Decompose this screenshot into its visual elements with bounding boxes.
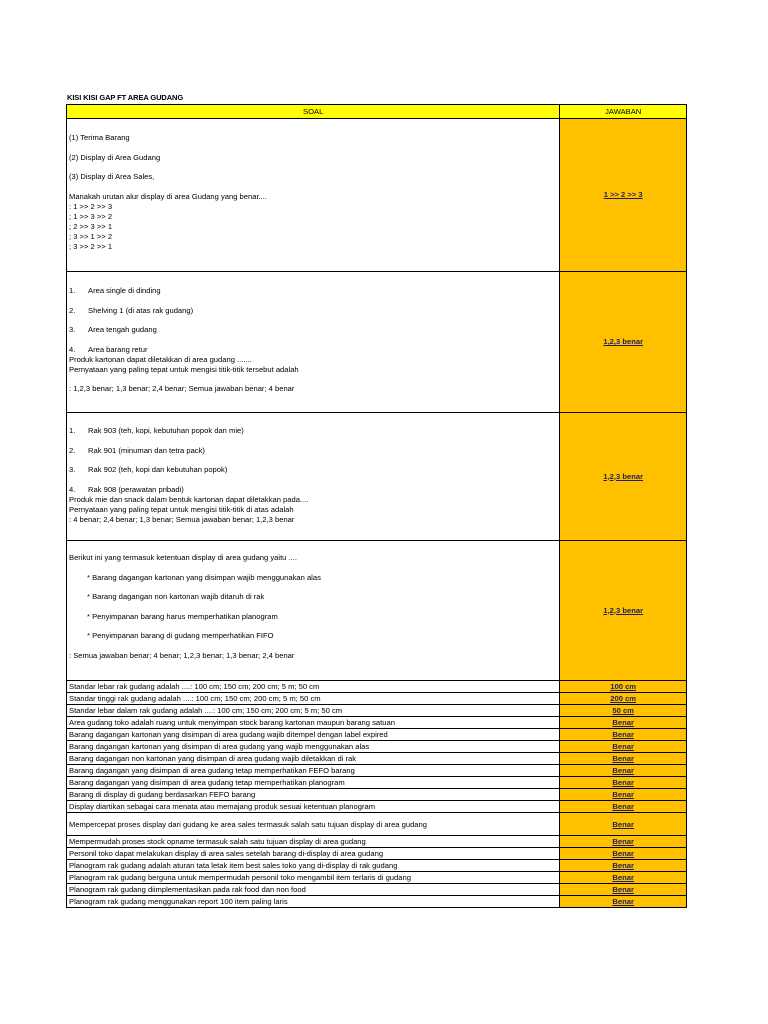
answer-cell: Benar	[560, 741, 687, 753]
answer-cell: 1,2,3 benar	[560, 272, 687, 413]
table-row	[67, 789, 687, 801]
table-row	[67, 777, 687, 789]
answer-cell: Benar	[560, 777, 687, 789]
answer-cell: 1,2,3 benar	[560, 541, 687, 681]
table-row	[67, 896, 687, 908]
option-line: : 1 >> 2 >> 3	[69, 201, 113, 211]
item-line: (1) Terima Barang	[69, 133, 130, 142]
table-row	[67, 729, 687, 741]
answer-cell: 1 >> 2 >> 3	[560, 119, 687, 272]
header-soal: SOAL	[67, 105, 560, 119]
item-line: * Barang dagangan kartonan yang disimpan wajib menggunakan alas	[87, 572, 321, 582]
question-cell: Barang dagangan kartonan yang disimpan di area gudang yang wajib menggunakan alas	[67, 741, 560, 753]
question-cell: Standar lebar rak gudang adalah ....: 100 cm; 150 cm; 200 cm; 5 m; 50 cm	[67, 681, 560, 693]
question-table	[66, 104, 687, 908]
question-cell	[67, 272, 560, 413]
answer-cell: Benar	[560, 872, 687, 884]
answer-cell: Benar	[560, 801, 687, 813]
header-jawaban: JAWABAN	[560, 105, 687, 119]
question-cell	[67, 413, 560, 541]
item-line: 2. Shelving 1 (di atas rak gudang)	[69, 305, 194, 315]
table-row	[67, 753, 687, 765]
item-line: (3) Display di Area Sales,	[69, 172, 155, 182]
item-line: (2) Display di Area Gudang	[69, 152, 161, 162]
question-cell: Standar lebar dalam rak gudang adalah ....: 100 cm; 150 cm; 200 cm; 5 m; 50 cm	[67, 705, 560, 717]
answer-cell: Benar	[560, 860, 687, 872]
item-line: 4. Rak 908 (perawatan pribadi)	[69, 484, 184, 494]
option-line: ; 1 >> 3 >> 2	[69, 211, 113, 221]
question-cell: Barang dagangan yang disimpan di area gudang tetap memperhatikan planogram	[67, 777, 560, 789]
answer-cell: Benar	[560, 765, 687, 777]
table-row	[67, 681, 687, 693]
question-text: Pernyataan yang paling tepat untuk mengisi titik-titik tersebut adalah	[69, 364, 299, 374]
answer-cell: 50 cm	[560, 705, 687, 717]
question-cell: Standar tinggi rak gudang adalah ....: 100 cm; 150 cm; 200 cm; 5 m; 50 cm	[67, 693, 560, 705]
question-cell: Planogram rak gudang berguna untuk mempermudah personil toko mengambil item terlaris di gudang	[67, 872, 560, 884]
answer-cell: Benar	[560, 896, 687, 908]
question-cell: Display diartikan sebagai cara menata atau memajang produk sesuai ketentuan planogram	[67, 801, 560, 813]
header-row	[67, 105, 687, 119]
simple-question-rows	[67, 681, 687, 908]
table-row	[67, 836, 687, 848]
question-text: Pernyataan yang paling tepat untuk mengisi titik-titik di atas adalah	[69, 504, 294, 514]
table-row	[67, 741, 687, 753]
option-line: ; 2 >> 3 >> 1	[69, 221, 113, 231]
answer-cell: Benar	[560, 836, 687, 848]
document-title: KISI KISI GAP FT AREA GUDANG	[67, 93, 184, 102]
table-row	[67, 860, 687, 872]
question-cell: Planogram rak gudang adalah aturan tata letak item best sales toko yang di-display di rak gudang	[67, 860, 560, 872]
question-cell: Barang dagangan yang disimpan di area gudang tetap memperhatikan FEFO barang	[67, 765, 560, 777]
option-line: : 1,2,3 benar; 1,3 benar; 2,4 benar; Semua jawaban benar; 4 benar	[69, 384, 295, 394]
question-text: Berikut ini yang termasuk ketentuan display di area gudang yaitu ....	[69, 553, 297, 562]
answer-cell: Benar	[560, 813, 687, 836]
item-line: 1. Rak 903 (teh, kopi, kebutuhan popok dan mie)	[69, 426, 244, 435]
question-text: Produk mie dan snack dalam bentuk kartonan dapat diletakkan pada....	[69, 494, 309, 504]
question-cell: Mempermudah proses stock opname termasuk salah satu tujuan display di area gudang	[67, 836, 560, 848]
question-cell: Barang dagangan kartonan yang disimpan di area gudang wajib ditempel dengan label expired	[67, 729, 560, 741]
item-line: 1. Area single di dinding	[69, 286, 161, 295]
answer-cell: Benar	[560, 789, 687, 801]
answer-cell: Benar	[560, 753, 687, 765]
question-block-4	[67, 541, 687, 681]
item-line: * Penyimpanan barang harus memperhatikan planogram	[87, 611, 278, 621]
table-row	[67, 717, 687, 729]
question-text: Manakah urutan alur display di area Gudang yang benar....	[69, 191, 267, 201]
option-line: : Semua jawaban benar; 4 benar; 1,2,3 benar; 1,3 benar; 2,4 benar	[69, 650, 295, 660]
table-row	[67, 848, 687, 860]
table-row	[67, 765, 687, 777]
table-row	[67, 693, 687, 705]
answer-cell: Benar	[560, 717, 687, 729]
question-block-2	[67, 272, 687, 413]
table-row	[67, 884, 687, 896]
item-line: 3. Area tengah gudang	[69, 325, 157, 335]
answer-cell: 200 cm	[560, 693, 687, 705]
question-block-3	[67, 413, 687, 541]
answer-cell: 1,2,3 benar	[560, 413, 687, 541]
question-cell: Planogram rak gudang menggunakan report 100 item paling laris	[67, 896, 560, 908]
answer-cell: 100 cm	[560, 681, 687, 693]
answer-cell: Benar	[560, 884, 687, 896]
answer-cell: Benar	[560, 729, 687, 741]
question-cell: Mempercepat proses display dari gudang ke area sales termasuk salah satu tujuan display di area gudang	[67, 813, 560, 836]
question-cell	[67, 541, 560, 681]
item-line: 2. Rak 901 (minuman dan tetra pack)	[69, 445, 205, 455]
table-row	[67, 705, 687, 717]
option-line: ; 3 >> 2 >> 1	[69, 241, 113, 251]
question-block-1	[67, 119, 687, 272]
answer-cell: Benar	[560, 848, 687, 860]
question-cell: Barang dagangan non kartonan yang disimpan di area gudang wajib diletakkan di rak	[67, 753, 560, 765]
table-row	[67, 813, 687, 836]
question-cell: Barang di display di gudang berdasarkan FEFO barang	[67, 789, 560, 801]
table-row	[67, 801, 687, 813]
question-text: Produk kartonan dapat diletakkan di area gudang .......	[69, 354, 252, 364]
item-line: 4. Area barang retur	[69, 344, 148, 354]
item-line: * Barang dagangan non kartonan wajib ditaruh di rak	[87, 592, 265, 602]
item-line: 3. Rak 902 (teh, kopi dan kebutuhan popok)	[69, 465, 228, 475]
question-cell: Personil toko dapat melakukan display di area sales setelah barang di-display di area gudang	[67, 848, 560, 860]
question-cell: Planogram rak gudang diimplementasikan pada rak food dan non food	[67, 884, 560, 896]
option-line: ; 3 >> 1 >> 2	[69, 231, 113, 241]
item-line: * Penyimpanan barang di gudang memperhatikan FIFO	[87, 631, 274, 641]
question-cell	[67, 119, 560, 272]
question-cell: Area gudang toko adalah ruang untuk menyimpan stock barang kartonan maupun barang satuan	[67, 717, 560, 729]
table-row	[67, 872, 687, 884]
option-line: : 4 benar; 2,4 benar; 1,3 benar; Semua jawaban benar; 1,2,3 benar	[69, 514, 295, 524]
